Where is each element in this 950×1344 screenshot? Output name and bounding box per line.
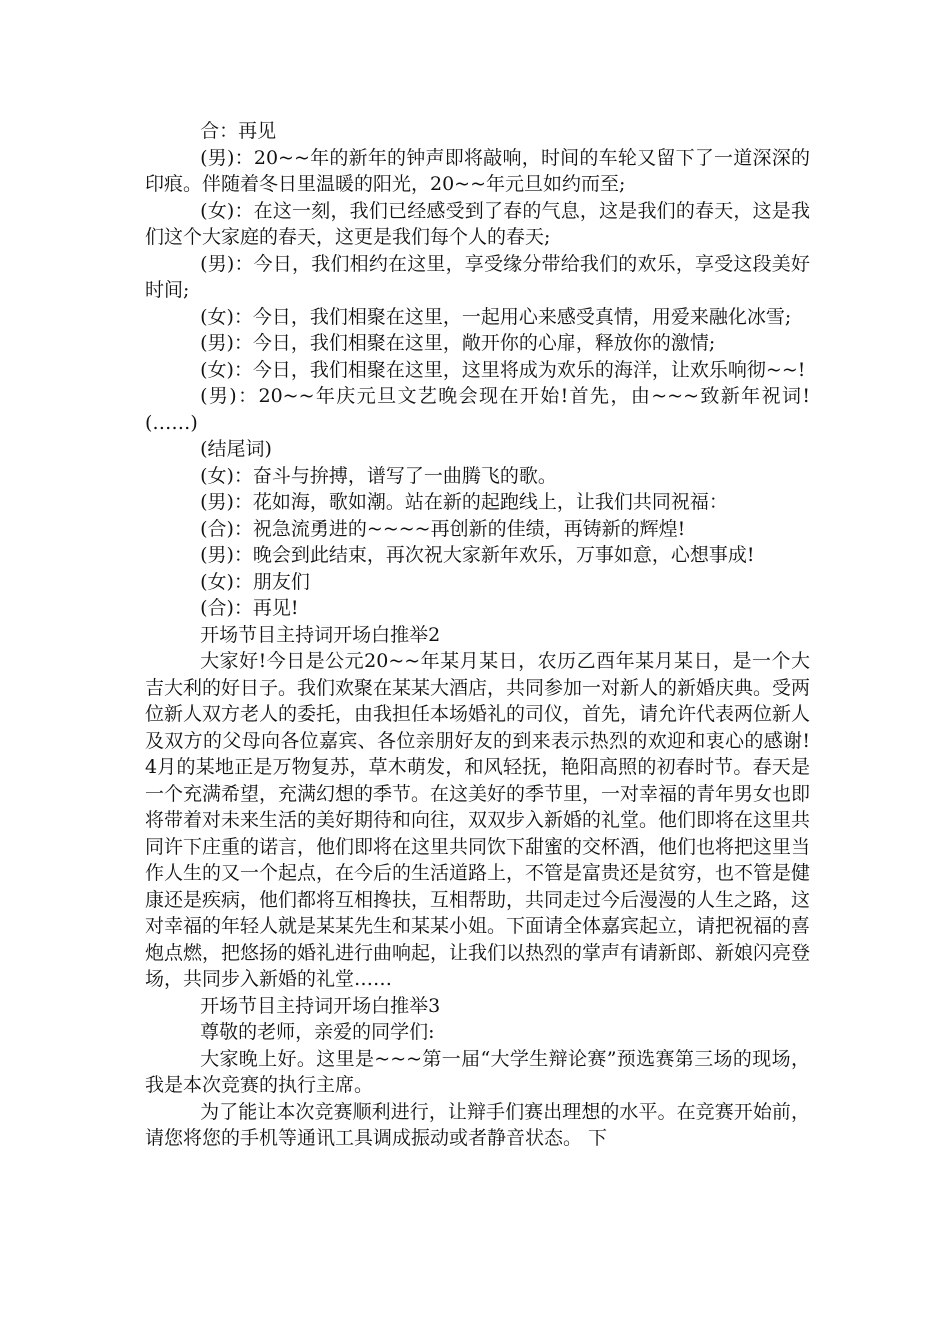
paragraph: (男)：花如海，歌如潮。站在新的起跑线上，让我们共同祝福： (200, 491, 728, 513)
paragraph: (男)：20~~年的新年的钟声即将敲响，时间的车轮又留下了一道深深的印痕。伴随着冬日里温暖的阳光，20~~年元旦如约而至; (145, 146, 810, 195)
paragraph: 大家好!今日是公元20~~年某月某日，农历乙酉年某月某日，是一个大吉大利的好日子。我们欢聚在某某大酒店，共同参加一对新人的新婚庆典。受两位新人双方老人的委托，由我担任本场婚礼的司仪，首先，请允许代表两位新人及双方的父母向各位嘉宾、各位亲朋好友的到来表示热烈的欢迎和衷心的感谢!4月的某地正是万物复苏，草木萌发，和风轻抚，艳阳高照的初春时节。春天是一个充满希望，充满幻想的季节。在这美好的季节里，一对幸福的青年男女也即将带着对未来生活的美好期待和向往，双双步入新婚的礼堂。他们即将在这里共同许下庄重的诺言，他们即将在这里共同饮下甜蜜的交杯酒，他们也将把这里当作人生的又一个起点，在今后的生活道路上，不管是富贵还是贫穷，也不管是健康还是疾病，他们都将互相搀扶，互相帮助，共同走过今后漫漫的人生之路，这对幸福的年轻人就是某某先生和某某小姐。下面请全体嘉宾起立，请把祝福的喜炮点燃，把悠扬的婚礼进行曲响起，让我们以热烈的掌声有请新郎、新娘闪亮登场，共同步入新婚的礼堂…… (145, 650, 811, 990)
paragraph: (男)：20~~年庆元旦文艺晚会现在开始!首先，由~~~致新年祝词!(……) (145, 385, 810, 434)
paragraph: (女)：朋友们 (200, 570, 310, 593)
paragraph: 合：再见 (200, 120, 277, 142)
paragraph: (女)：今日，我们相聚在这里，这里将成为欢乐的海洋，让欢乐响彻~~! (200, 358, 806, 381)
document-body (145, 118, 810, 1152)
paragraph: (男)：今日，我们相约在这里，享受缘分带给我们的欢乐，享受这段美好时间; (145, 252, 810, 301)
paragraph: (女)：在这一刻，我们已经感受到了春的气息，这是我们的春天，这是我们这个大家庭的春天，这更是我们每个人的春天; (145, 199, 810, 248)
section-heading: 开场节目主持词开场白推举2 (200, 623, 441, 646)
paragraph: (合)：祝急流勇进的~~~~再创新的佳绩，再铸新的辉煌! (200, 517, 686, 540)
paragraph: (结尾词) (200, 438, 272, 460)
section-heading: 开场节目主持词开场白推举3 (200, 994, 441, 1017)
paragraph: (女)：奋斗与拚搏，谱写了一曲腾飞的歌。 (200, 464, 557, 487)
paragraph: (女)：今日，我们相聚在这里，一起用心来感受真情，用爱来融化冰雪; (200, 305, 792, 328)
paragraph: 为了能让本次竞赛顺利进行，让辩手们赛出理想的水平。在竞赛开始前，请您将您的手机等通讯工具调成振动或者静音状态。 下 (145, 1100, 810, 1149)
paragraph: (男)：今日，我们相聚在这里，敞开你的心扉，释放你的激情; (200, 332, 716, 354)
paragraph: 尊敬的老师，亲爱的同学们: (200, 1021, 435, 1043)
paragraph: (男)：晚会到此结束，再次祝大家新年欢乐，万事如意，心想事成! (200, 544, 755, 566)
paragraph: 大家晚上好。这里是~~~第一届“大学生辩论赛”预选赛第三场的现场，我是本次竞赛的执行主席。 (145, 1047, 810, 1096)
paragraph: (合)：再见! (200, 597, 299, 619)
